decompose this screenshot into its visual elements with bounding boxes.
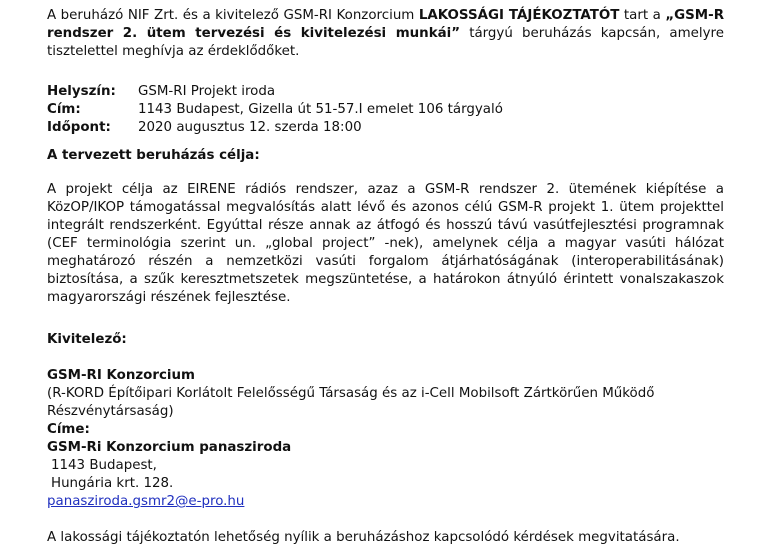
date-label: Időpont: <box>47 120 111 135</box>
office-name-text: GSM-Ri Konzorcium panasziroda <box>47 440 292 455</box>
purpose-heading-text: A tervezett beruházás célja: <box>47 148 260 163</box>
contractor-name-text: GSM-RI Konzorcium <box>47 368 195 383</box>
info-row-date <box>47 119 724 137</box>
spacer <box>47 349 724 367</box>
address-value: 1143 Budapest, Gizella út 51-57.I emelet 106 tárgyaló <box>138 102 503 117</box>
email-link[interactable]: panasziroda.gsmr2@e-pro.hu <box>47 494 245 509</box>
info-row-address <box>47 101 724 119</box>
event-info <box>47 83 724 137</box>
contractor-address-heading-text: Címe: <box>47 422 90 437</box>
spacer <box>47 61 724 83</box>
info-row-location <box>47 83 724 101</box>
contractor-address-heading <box>47 421 724 439</box>
spacer <box>47 307 724 331</box>
intro-text-1: A beruházó NIF Zrt. és a kivitelező GSM-RI Konzorcium <box>47 8 419 23</box>
office-name <box>47 439 724 457</box>
spacer <box>47 511 724 529</box>
intro-text-3: tárgyú beruházás kapcsán, amelyre tisztelettel meghívja az érdeklődőket. <box>47 26 724 59</box>
closing-sentence: A lakossági tájékoztatón lehetőség nyílik a beruházáshoz kapcsolódó kérdések megvitatására. <box>47 530 680 545</box>
spacer <box>47 165 724 181</box>
date-value: 2020 augusztus 12. szerda 18:00 <box>138 120 362 135</box>
location-value: GSM-RI Projekt iroda <box>138 84 276 99</box>
contractor-heading <box>47 331 724 349</box>
intro-paragraph <box>47 7 724 61</box>
office-city: 1143 Budapest, <box>51 458 157 473</box>
email-line <box>47 493 724 511</box>
document-page <box>47 7 724 547</box>
purpose-heading <box>47 147 724 165</box>
contractor-members-line1: (R-KORD Építőipari Korlátolt Felelősségű Társaság és az i-Cell Mobilsoft Zártkörűen Működő <box>47 386 655 401</box>
purpose-paragraph: A projekt célja az EIRENE rádiós rendszer, azaz a GSM-R rendszer 2. ütemének kiépítése a KözOP/IKOP támogatással megvalósítás alatt lévő és azonos célú GSM-R projekt 1. ütem projekttel integrált rendszerként. Egyúttal része annak az átfogó és hosszú távú vasútfejlesztési programnak (CEF terminológia szerint un. „global project” -nek), amelynek célja a magyar vasúti hálózat meghatározó részén a nemzetközi vasúti forgalom átjárhatóságának (interoperabilitásának) biztosítása, a szűk keresztmetszetek megszüntetése, a határokon átnyúló érintett vonalszakaszok magyarországi részének fejlesztése. <box>47 182 724 305</box>
contractor-heading-text: Kivitelező: <box>47 332 127 347</box>
spacer <box>47 137 724 147</box>
intro-bold-notice: LAKOSSÁGI TÁJÉKOZTATÓT <box>418 8 620 23</box>
contractor-name <box>47 367 724 385</box>
intro-bold-project-title: „GSM-R rendszer 2. ütem tervezési és kivitelezési munkái” <box>47 8 725 41</box>
location-label: Helyszín: <box>47 84 116 99</box>
address-label: Cím: <box>47 102 81 117</box>
intro-text-2: tart a <box>619 8 666 23</box>
contractor-members-line2: Részvénytársaság) <box>47 404 174 419</box>
office-street: Hungária krt. 128. <box>51 476 174 491</box>
